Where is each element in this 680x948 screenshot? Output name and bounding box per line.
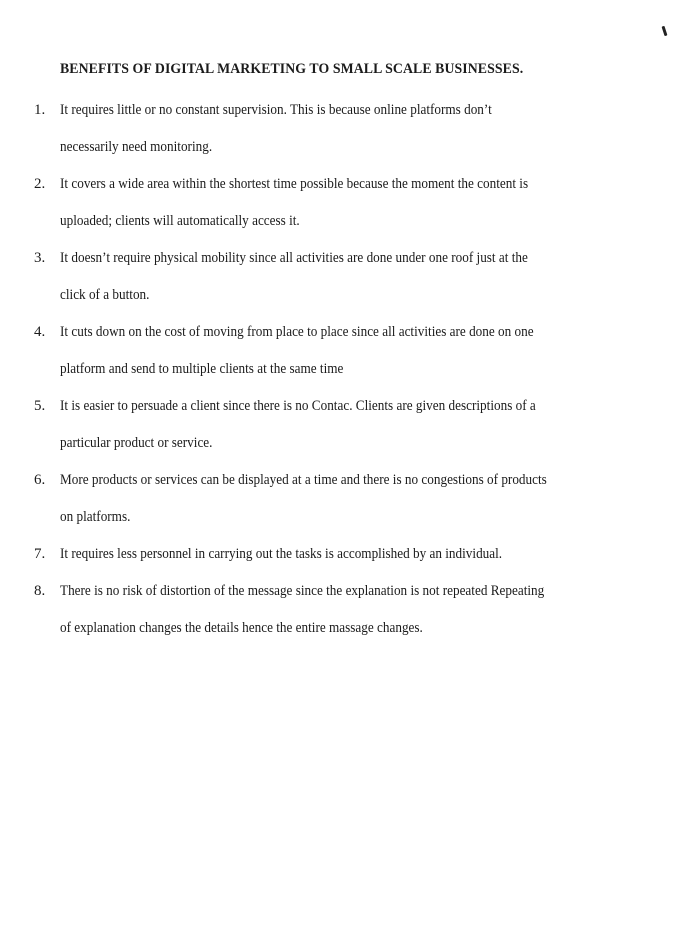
- item-text: [60, 388, 623, 462]
- item-text-line: platform and send to multiple clients at the same time: [60, 361, 344, 377]
- item-text-line: particular product or service.: [60, 435, 213, 451]
- list-item: [0, 536, 680, 573]
- item-text-line: More products or services can be displayed at a time and there is no congestions of products: [60, 472, 547, 488]
- item-number: 7.: [34, 546, 46, 562]
- list-item: [0, 573, 680, 647]
- item-text: [60, 462, 623, 536]
- stray-pen-mark: [662, 26, 668, 36]
- list-item: [0, 388, 680, 462]
- item-number: 6.: [34, 472, 46, 488]
- item-text-line: It doesn’t require physical mobility since all activities are done under one roof just at the: [60, 250, 528, 266]
- item-text-line: It requires little or no constant supervision. This is because online platforms don’t: [60, 102, 492, 118]
- document-title: BENEFITS OF DIGITAL MARKETING TO SMALL SCALE BUSINESSES.: [60, 61, 524, 77]
- item-number: 8.: [34, 583, 46, 599]
- item-text: [60, 314, 623, 388]
- item-text: [60, 536, 623, 573]
- list-item: [0, 462, 680, 536]
- item-text-line: There is no risk of distortion of the message since the explanation is not repeated Repeating: [60, 583, 545, 599]
- item-number: 4.: [34, 324, 46, 340]
- item-number: 1.: [34, 102, 46, 118]
- item-number: 5.: [34, 398, 46, 414]
- benefits-list: [0, 92, 680, 647]
- item-text-line: It requires less personnel in carrying out the tasks is accomplished by an individual.: [60, 546, 503, 562]
- item-text-line: uploaded; clients will automatically access it.: [60, 213, 300, 229]
- item-text-line: on platforms.: [60, 509, 131, 525]
- item-text: [60, 166, 623, 240]
- list-item: [0, 240, 680, 314]
- list-item: [0, 92, 680, 166]
- item-text-line: click of a button.: [60, 287, 150, 303]
- item-text-line: It cuts down on the cost of moving from place to place since all activities are done on one: [60, 324, 534, 340]
- item-text: [60, 573, 623, 647]
- item-text-line: It is easier to persuade a client since there is no Contac. Clients are given descriptions of a: [60, 398, 536, 414]
- item-number: 3.: [34, 250, 46, 266]
- item-text-line: It covers a wide area within the shortest time possible because the moment the content is: [60, 176, 529, 192]
- item-text: [60, 92, 623, 166]
- list-item: [0, 166, 680, 240]
- item-text-line: necessarily need monitoring.: [60, 139, 213, 155]
- item-number: 2.: [34, 176, 46, 192]
- item-text: [60, 240, 623, 314]
- list-item: [0, 314, 680, 388]
- item-text-line: of explanation changes the details hence the entire massage changes.: [60, 620, 423, 636]
